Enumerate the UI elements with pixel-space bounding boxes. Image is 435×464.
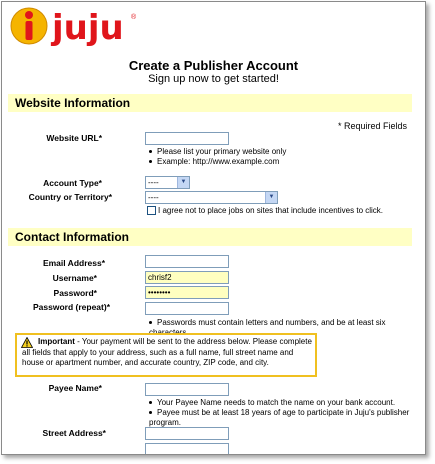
account-type-select[interactable] xyxy=(145,176,190,189)
hint-text: Please list your primary website only xyxy=(157,147,287,156)
country-select[interactable] xyxy=(145,191,278,204)
website-url-input[interactable] xyxy=(145,132,229,145)
bullet-icon xyxy=(149,160,152,163)
email-input[interactable] xyxy=(145,255,229,268)
payee-hint-2 xyxy=(149,408,425,428)
password-repeat-input[interactable] xyxy=(145,302,229,315)
payee-input[interactable] xyxy=(145,383,229,396)
website-url-hint-1 xyxy=(149,147,286,157)
country-label: Country or Territory* xyxy=(28,192,112,202)
chevron-down-icon[interactable]: ▼ xyxy=(177,177,189,188)
password-input[interactable]: •••••••• xyxy=(145,286,229,299)
username-label: Username* xyxy=(52,273,97,283)
street-address-input[interactable] xyxy=(145,427,229,440)
page-frame xyxy=(1,1,426,455)
registered-mark: ® xyxy=(131,14,137,21)
password-label: Password* xyxy=(53,288,97,298)
important-text xyxy=(22,337,312,369)
hint-text: Passwords must contain letters and numbers, and be at least six xyxy=(157,318,386,327)
bullet-icon xyxy=(149,411,152,414)
website-url-hint-2 xyxy=(149,157,279,167)
important-notice xyxy=(15,333,317,377)
logo-text: juju xyxy=(52,8,124,48)
hint-text: Payee must be at least 18 years of age to participate in Juju's publisher program. xyxy=(149,408,410,427)
account-type-value: ---- xyxy=(148,178,159,187)
incentive-agreement-label[interactable]: I agree not to place jobs on sites that include incentives to click. xyxy=(158,206,384,215)
chevron-down-icon[interactable]: ▼ xyxy=(265,192,277,203)
incentive-checkbox[interactable] xyxy=(147,206,156,215)
password-repeat-label: Password (repeat)* xyxy=(33,302,110,312)
bullet-icon xyxy=(149,321,152,324)
account-type-label: Account Type* xyxy=(43,178,102,188)
website-section-header xyxy=(8,94,412,112)
street-address-label: Street Address* xyxy=(42,428,106,438)
required-fields-note: * Required Fields xyxy=(337,121,407,131)
page-title: Create a Publisher Account xyxy=(128,58,299,73)
page-subtitle: Sign up now to get started! xyxy=(148,73,279,85)
country-value: ---- xyxy=(148,193,159,202)
important-body: - Your payment will be sent to the address below. Please complete all fields that apply to your address, such as a full name, full street name and house or apartment number, and accurate country, ZIP code, and city. xyxy=(22,337,312,367)
juju-logo-icon xyxy=(10,6,48,46)
important-title: Important xyxy=(38,337,75,346)
bullet-icon xyxy=(149,150,152,153)
hint-text: Example: http://www.example.com xyxy=(157,157,280,166)
website-url-label: Website URL* xyxy=(46,133,102,143)
website-section-title: Website Information xyxy=(15,96,131,110)
street-address-line2-input[interactable] xyxy=(145,443,229,455)
email-label: Email Address* xyxy=(42,258,105,268)
contact-section-header xyxy=(8,228,412,246)
payee-label: Payee Name* xyxy=(48,383,102,393)
username-input[interactable]: chrisf2 xyxy=(145,271,229,284)
contact-section-title: Contact Information xyxy=(15,230,129,244)
hint-text: Your Payee Name needs to match the name on your bank account. xyxy=(157,398,396,407)
payee-hint-1 xyxy=(149,398,395,408)
bullet-icon xyxy=(149,401,152,404)
